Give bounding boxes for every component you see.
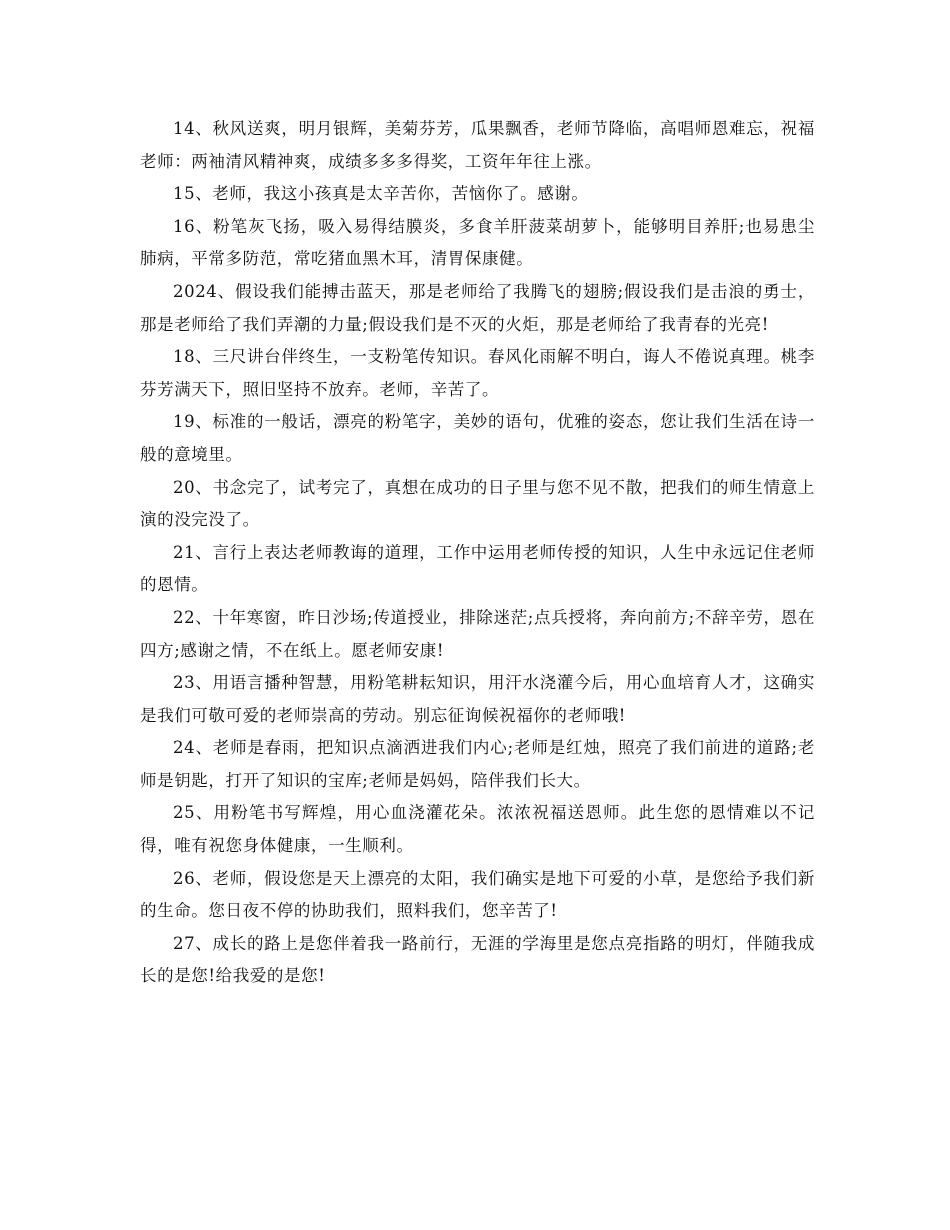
paragraph: 16、粉笔灰飞扬，吸入易得结膜炎，多食羊肝菠菜胡萝卜，能够明目养肝;也易患尘肺病，平常多防范，常吃猪血黑木耳，清胃保康健。 xyxy=(140,216,815,269)
paragraph: 14、秋风送爽，明月银辉，美菊芬芳，瓜果飘香，老师节降临，高唱师恩难忘，祝福老师：两袖清风精神爽，成绩多多多得奖，工资年年往上涨。 xyxy=(140,119,815,171)
paragraph: 24、老师是春雨，把知识点滴洒进我们内心;老师是红烛，照亮了我们前进的道路;老师是钥匙，打开了知识的宝库;老师是妈妈，陪伴我们长大。 xyxy=(140,738,815,790)
paragraph: 19、标准的一般话，漂亮的粉笔字，美妙的语句，优雅的姿态，您让我们生活在诗一般的意境里。 xyxy=(140,412,815,464)
paragraph: 23、用语言播种智慧，用粉笔耕耘知识，用汗水浇灌今后，用心血培育人才，这确实是我们可敬可爱的老师崇高的劳动。别忘征询候祝福你的老师哦! xyxy=(140,673,815,725)
paragraph: 25、用粉笔书写辉煌，用心血浇灌花朵。浓浓祝福送恩师。此生您的恩情难以不记得，唯有祝您身体健康，一生顺利。 xyxy=(140,803,815,856)
paragraph: 21、言行上表达老师教诲的道理，工作中运用老师传授的知识，人生中永远记住老师的恩情。 xyxy=(140,542,815,595)
paragraph: 20、书念完了，试考完了，真想在成功的日子里与您不见不散，把我们的师生情意上演的没完没了。 xyxy=(140,477,815,530)
paragraph: 18、三尺讲台伴终生，一支粉笔传知识。春风化雨解不明白，诲人不倦说真理。桃李芬芳满天下，照旧坚持不放弃。老师，辛苦了。 xyxy=(140,347,815,399)
paragraph: 15、老师，我这小孩真是太辛苦你，苦恼你了。感谢。 xyxy=(173,184,589,204)
paragraph: 22、十年寒窗，昨日沙场;传道授业，排除迷茫;点兵授将，奔向前方;不辞辛劳，恩在四方;感谢之情，不在纸上。愿老师安康! xyxy=(140,607,815,660)
paragraph: 2024、假设我们能搏击蓝天，那是老师给了我腾飞的翅膀;假设我们是击浪的勇士，那是老师给了我们弄潮的力量;假设我们是不灭的火炬，那是老师给了我青春的光亮! xyxy=(140,281,815,334)
paragraph: 26、老师，假设您是天上漂亮的太阳，我们确实是地下可爱的小草，是您给予我们新的生命。您日夜不停的协助我们，照料我们，您辛苦了! xyxy=(140,868,815,921)
paragraph: 27、成长的路上是您伴着我一路前行，无涯的学海里是您点亮指路的明灯，伴随我成长的是您!给我爱的是您! xyxy=(140,933,815,986)
document-body xyxy=(140,113,815,993)
